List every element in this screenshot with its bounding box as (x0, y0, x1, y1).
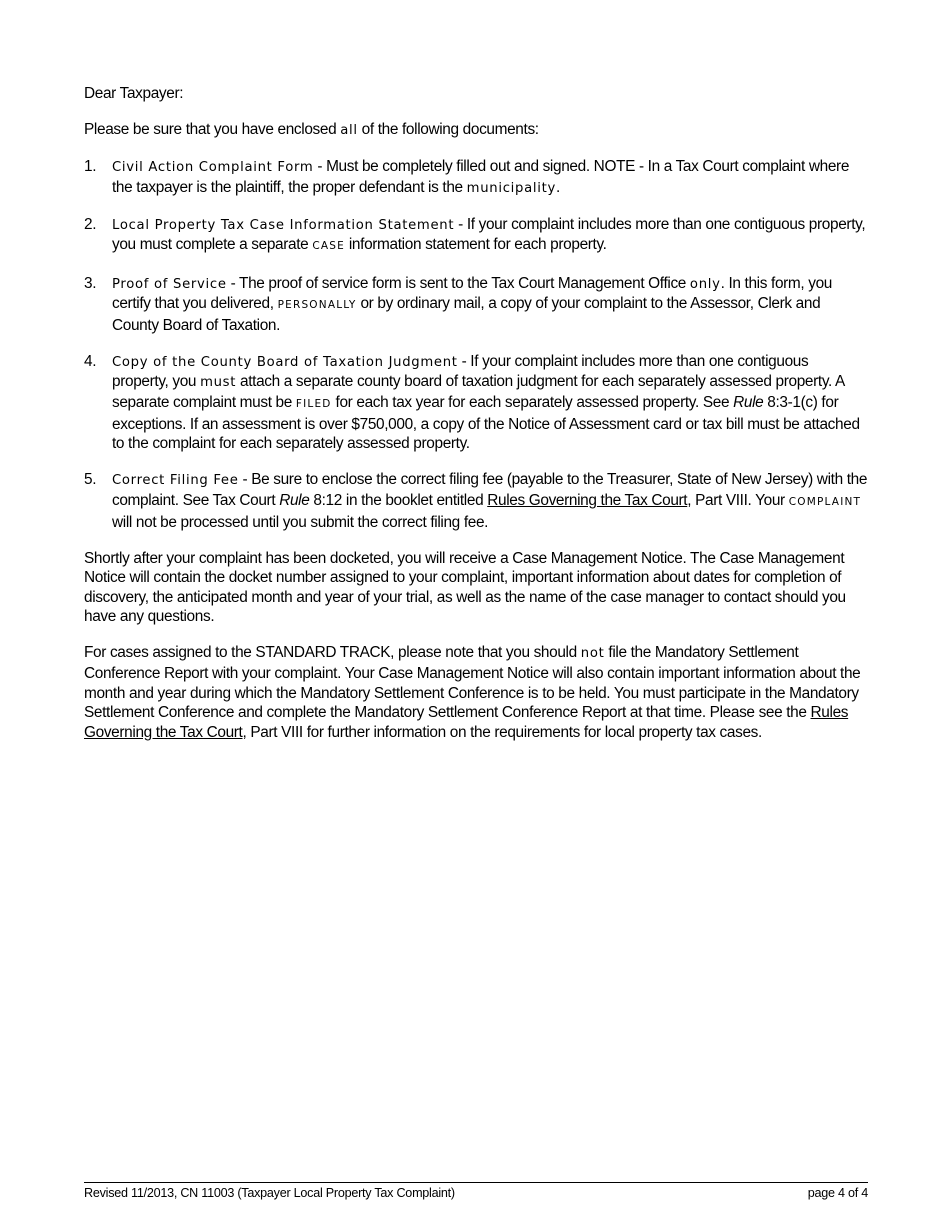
list-item (84, 215, 868, 257)
intro-emphasis: all (340, 123, 358, 139)
standard-track-paragraph (84, 643, 868, 742)
item-emphasis: only (689, 276, 721, 292)
item-emphasis: CASE (312, 240, 345, 253)
item-emphasis: PERSONALLY (277, 299, 357, 312)
item-text: for each tax year for each separately assessed property. See (331, 394, 734, 412)
item-emphasis: municipality (466, 180, 556, 196)
paragraph-text: , Part VIII for further information on the requirements for local property tax cases. (242, 723, 762, 741)
item-number: 5. (84, 471, 97, 489)
item-text: - If your complaint includes more than one contiguous property, you must complete a separate (112, 215, 866, 254)
intro-text-b: of the following documents: (357, 121, 539, 139)
intro-text-a: Please be sure that you have enclosed (84, 121, 341, 139)
item-text: - If your complaint includes more than one contiguous property, you (112, 352, 809, 391)
letter-body (84, 84, 868, 759)
item-number: 4. (84, 352, 97, 370)
item-number: 1. (84, 158, 97, 176)
rule-reference: Rule (279, 491, 310, 509)
item-title: Civil Action Complaint Form (112, 160, 314, 176)
document-checklist (84, 157, 868, 532)
item-text: attach a separate county board of taxation judgment for each separately assessed property. A separate complaint must be (112, 373, 845, 412)
footer-revision: Revised 11/2013, CN 11003 (Taxpayer Local Property Tax Complaint) (84, 1186, 455, 1200)
item-text: or by ordinary mail, a copy of your complaint to the Assessor, Clerk and County Board of Taxation. (112, 295, 821, 334)
item-title: Copy of the County Board of Taxation Judgment (112, 354, 458, 370)
page-number: page 4 of 4 (807, 1186, 868, 1200)
item-text: - Must be completely filled out and signed. NOTE - In a Tax Court complaint where the taxpayer is the plaintiff, the proper defendant is the (112, 158, 850, 196)
list-item (84, 352, 868, 454)
item-text: 8:3-1(c) for exceptions. If an assessment is over $750,000, a copy of the Notice of Assessment card or tax bill must be attached to the complaint for each separately assessed property. (112, 394, 860, 453)
item-title: Correct Filing Fee (112, 473, 239, 489)
item-text: information statement for each property. (344, 236, 607, 254)
list-item (84, 470, 868, 532)
item-title: Proof of Service (112, 276, 227, 292)
rules-booklet-title: Rules Governing the Tax Court (84, 704, 849, 741)
item-emphasis: COMPLAINT (788, 495, 862, 508)
page-footer (84, 1182, 868, 1200)
item-title: Local Property Tax Case Information Statement (112, 217, 455, 233)
item-number: 3. (84, 274, 97, 292)
item-text: - Be sure to enclose the correct filing fee (payable to the Treasurer, State of New Jersey) with the complaint. See Tax Court (112, 471, 868, 509)
item-emphasis: must (200, 375, 237, 391)
rule-reference: Rule (733, 394, 764, 412)
intro-paragraph (84, 120, 868, 141)
list-item (84, 274, 868, 336)
item-text: will not be processed until you submit the correct filing fee. (112, 513, 489, 531)
item-text: . (555, 178, 560, 196)
item-number: 2. (84, 215, 97, 233)
paragraph-text: file the Mandatory Settlement Conference Report with your complaint. Your Case Management Notice will also contain important information about the month and year during which the Mandatory Settlement Conference is to be held. You must participate in the Mandatory Settlement Conference and complete the Mandatory Settlement Conference Report at that time. Please see the (84, 644, 861, 722)
paragraph-text: For cases assigned to the STANDARD TRACK, please note that you should (84, 644, 581, 662)
rules-booklet-title: Rules Governing the Tax Court (487, 491, 688, 509)
item-text: . In this form, you certify that you delivered, (112, 274, 833, 313)
item-emphasis: FILED (295, 398, 332, 411)
paragraph-emphasis: not (580, 646, 605, 662)
item-text: , Part VIII. Your (687, 491, 789, 509)
list-item (84, 157, 868, 198)
item-text: 8:12 in the booklet entitled (309, 491, 488, 509)
greeting: Dear Taxpayer: (84, 85, 184, 102)
item-text: - The proof of service form is sent to the Tax Court Management Office (226, 274, 690, 292)
case-management-paragraph: Shortly after your complaint has been docketed, you will receive a Case Management Notice. The Case Management Notice will contain the docket number assigned to your complaint, important information about dates for completion of discovery, the anticipated month and year of your trial, as well as the name of the case manager to contact should you have any questions. (84, 549, 846, 626)
